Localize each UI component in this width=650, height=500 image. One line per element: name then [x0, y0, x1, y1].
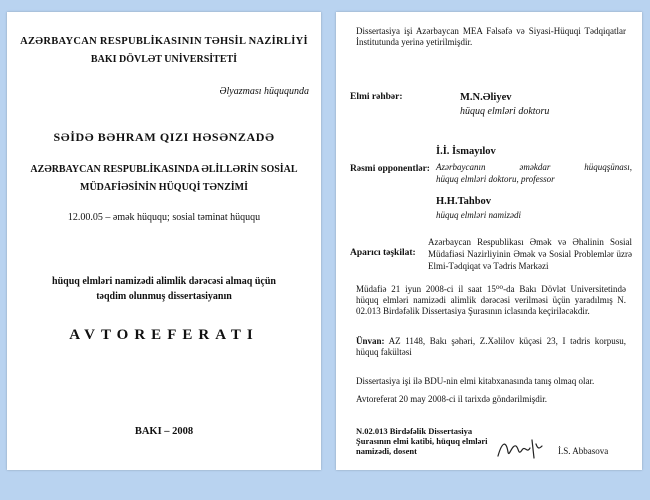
secretary-line2: Şurasının elmi katibi, hüquq elmləri — [356, 436, 488, 446]
library-note: Dissertasiya işi ilə BDU-nin elmi kitabxanasında tanış olmaq olar. — [356, 376, 595, 386]
degree-line2: təqdim olunmuş dissertasiyanın — [96, 291, 232, 302]
info-page — [336, 12, 642, 470]
supervisor-degree: hüquq elmləri doktoru — [460, 106, 550, 117]
supervisor-label: Elmi rəhbər: — [350, 92, 403, 102]
manuscript-rights-note: Əlyazması hüququnda — [219, 86, 309, 97]
address-text: AZ 1148, Bakı şəhəri, Z.Xəlilov küçəsi 23, I tədris korpusu, hüquq fakültəsi — [356, 336, 626, 357]
document-type: AVTOREFERATI — [69, 327, 259, 343]
supervisor-name: M.N.Əliyev — [460, 92, 512, 103]
leading-org-label: Aparıcı təşkilat: — [350, 248, 416, 258]
opponent2-name: H.H.Tahbov — [436, 196, 492, 207]
sent-date-note: Avtoreferat 20 may 2008-ci il tarixdə göndərilmişdir. — [356, 394, 548, 404]
leading-org-text: Azərbaycan Respublikası Əmək və Əhalinin Sosial Müdafiəsi Nazirliyinin Əmək və Sosial Problemlər üzrə Elmi-Tədqiqat və Tədris Mərkəzi — [428, 237, 632, 271]
secretary-block — [356, 426, 488, 456]
secretary-line1: N.02.013 Birdəfəlik Dissertasiya — [356, 426, 473, 436]
secretary-line3: namizədi, dosent — [356, 446, 417, 456]
opponent1-title: Azərbaycanın əməkdar hüquqşünası, — [436, 162, 632, 172]
opponent1-degree: hüquq elmləri doktoru, professor — [436, 174, 555, 184]
thesis-title-line2: MÜDAFİƏSİNİN HÜQUQİ TƏNZİMİ — [80, 182, 248, 193]
author-name: SƏİDƏ BƏHRAM QIZI HƏSƏNZADƏ — [53, 130, 275, 144]
city-year: BAKI – 2008 — [134, 426, 194, 437]
secretary-name: İ.S. Abbasova — [558, 446, 609, 456]
ministry-heading: AZƏRBAYCAN RESPUBLİKASININ TƏHSİL NAZİRLİYİ — [20, 36, 308, 47]
opponents-label: Rəsmi opponentlər: — [350, 164, 430, 174]
university-heading: BAKI DÖVLƏT UNİVERSİTETİ — [90, 54, 238, 65]
thesis-title-line1: AZƏRBAYCAN RESPUBLİKASINDA ƏLİLLƏRİN SOSİAL — [30, 164, 298, 175]
signature — [494, 436, 544, 462]
opponent2-degree: hüquq elmləri namizədi — [436, 210, 521, 220]
degree-line1: hüquq elmləri namizədi alimlik dərəcəsi almaq üçün — [52, 276, 276, 287]
specialty-code: 12.00.05 – əmək hüququ; sosial təminat hüququ — [67, 212, 261, 223]
defense-info: Müdafiə 21 iyun 2008-ci il saat 15⁰⁰-da Bakı Dövlət Universitetində hüquq elmləri namizədi alimlik dərəcəsi verilməsi üçün yaradılmış N. 02.013 Birdəfəlik Dissertasiya Şurasının iclasında keçiriləcəkdir. — [356, 284, 626, 316]
title-page — [7, 12, 321, 470]
address — [356, 336, 626, 358]
address-label: Ünvan: — [356, 336, 385, 346]
opponent1-name: İ.İ. İsmayılov — [436, 146, 496, 157]
institute-note: Dissertasiya işi Azərbaycan MEA Fəlsəfə və Siyasi-Hüquqi Tədqiqatlar İnstitutunda yerinə yetirilmişdir. — [356, 26, 626, 47]
